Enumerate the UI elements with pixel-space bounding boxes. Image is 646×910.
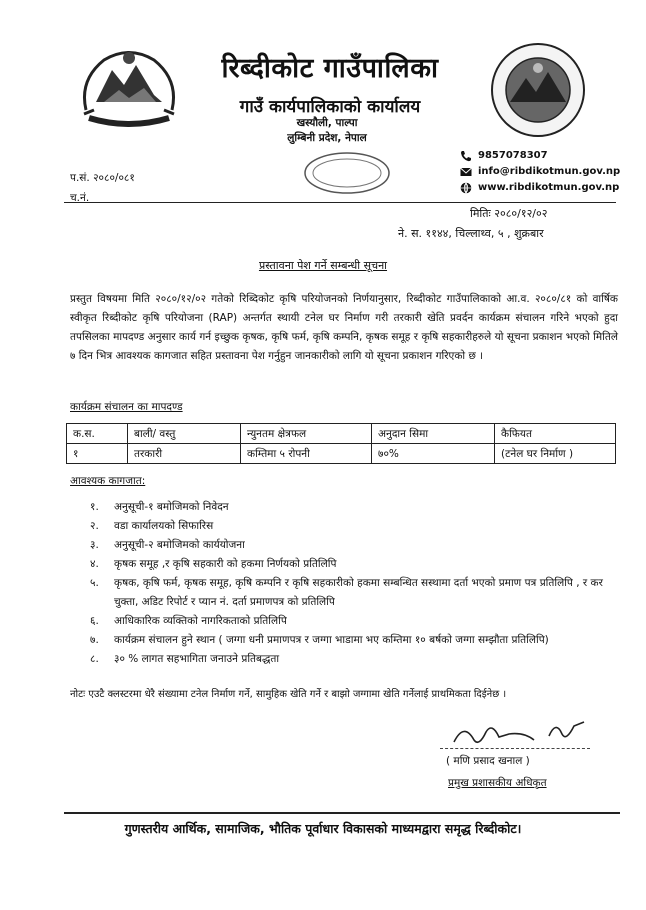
footer-divider [64,812,620,814]
item-number: ५. [90,577,99,589]
municipality-seal-logo [490,42,586,138]
item-text: कार्यक्रम संचालन हुने स्थान ( जग्गा धनी प्रमाणपत्र र जग्गा भाडामा भए कम्तिमा १० बर्षको जग्गा सम्झौता प्रतिलिपि) [114,634,549,646]
signatory-name: ( मणि प्रसाद खनाल ) [446,755,530,767]
item-text: आधिकारिक व्यक्तिको नागरिकताको प्रतिलिपि [114,615,287,627]
phone-number: 9857078307 [478,150,548,161]
chalani-number: च.नं. [70,192,90,204]
table-row [67,444,616,464]
cell-sn: १ [67,444,128,464]
item-text: कृषक, कृषि फर्म, कृषक समूह, कृषि कम्पनि र कृषि सहकारीको हकमा सम्बन्धित सस्थामा दर्ता भएको प्रमाण पत्र प्रतिलिपि , र कर चुक्ता, अडिट रिपोर्ट र प्यान नं. दर्ता प्रमाणपत्र को प्रतिलिपि [114,577,603,608]
list-item [90,650,610,669]
header-divider [64,202,616,203]
list-item [90,536,610,555]
municipality-title: रिब्दीकोट गाउँपालिका [221,53,439,84]
notice-body: प्रस्तुत विषयमा मिति २०८०/१२/०२ गतेको रिब्दिकोट कृषि परियोजनको निर्णयानुसार, रिब्दीकोट गाउँपालिकाको आ.व. २०८०/८१ को वार्षिक स्वीकृत रिब्दीकोट कृषि परियोजना (RAP) अन्तर्गत स्थायी टनेल घर निर्माण गरी तरकारी खेति प्रवर्दन कार्यक्रम संचालन गरिने भएको हुदा तपसिलका मापदण्ड अनुसार कार्य गर्न इच्छुक कृषक, कृषि फर्म, कृषि कम्पनि, कृषक समूह र कृषि सहकारीहरुले यो सूचना प्रकाशन भएको मितिले ७ दिन भित्र आवश्यक कागजात सहित प्रस्तावना पेश गर्नुहुन जानकारीको लागि यो सूचना प्रकाशन गरिएको छ । [70,293,618,362]
signature-line [440,748,590,749]
criteria-table [66,423,616,464]
item-number: ६. [90,615,99,627]
footer-slogan: गुणस्तरीय आर्थिक, सामाजिक, भौतिक पूर्वाधार विकासको माध्यमद्वारा समृद्ध रिब्दीकोट। [124,821,522,836]
col-sn: क.स. [67,424,128,444]
list-item [90,574,610,612]
item-text: ३० % लागत सहभागिता जनाउने प्रतिबद्धता [114,653,280,665]
date-bs: मितिः २०८०/१२/०२ [470,207,548,220]
list-item [90,612,610,631]
item-number: २. [90,520,99,532]
date-nepal-sambat: ने. स. ११४४, चिल्लाथ्व, ५ , शुक्रबार [398,227,544,240]
email-address[interactable]: info@ribdikotmun.gov.np [478,166,621,177]
phone-icon [460,150,472,162]
item-text: वडा कार्यालयको सिफारिस [114,520,214,532]
col-min-area: न्युनतम क्षेत्रफल [241,424,372,444]
cell-subsidy: ७०% [372,444,495,464]
notice-title: प्रस्तावना पेश गर्ने सम्बन्धी सूचना [258,259,388,272]
item-number: ८. [90,653,99,665]
contact-info [460,148,640,196]
criteria-heading: कार्यक्रम संचालन का मापदण्ड [70,401,183,413]
office-subtitle: गाउँ कार्यपालिकाको कार्यालय [239,97,421,117]
email-icon [460,166,472,178]
col-crop: बाली/ वस्तु [128,424,241,444]
item-number: ७. [90,634,99,646]
office-address [262,116,392,146]
col-subsidy: अनुदान सिमा [372,424,495,444]
list-item [90,631,610,650]
office-stamp [302,150,392,196]
item-text: कृषक समूह ,र कृषि सहकारी को हकमा निर्णयको प्रतिलिपि [114,558,337,570]
documents-heading: आवश्यक कागजात: [70,475,146,487]
contact-website [460,180,640,196]
list-item [90,517,610,536]
address-line-1: खस्यौली, पाल्पा [296,117,358,129]
nepal-emblem-logo [74,40,184,140]
col-remarks: कैफियत [495,424,616,444]
contact-phone [460,148,640,164]
cell-crop: तरकारी [128,444,241,464]
item-number: ३. [90,539,99,551]
address-line-2: लुम्बिनी प्रदेश, नेपाल [287,132,367,144]
list-item [90,498,610,517]
item-number: १. [90,501,99,513]
documents-list [90,498,610,669]
patra-sankhya: प.सं. २०८०/०८१ [70,172,135,184]
item-text: अनुसूची-१ बमोजिमको निवेदन [114,501,229,513]
item-text: अनुसूची-२ बमोजिमको कार्ययोजना [114,539,245,551]
cell-min-area: कम्तिमा ५ रोपनी [241,444,372,464]
cell-remarks: (टनेल घर निर्माण ) [495,444,616,464]
item-number: ४. [90,558,99,570]
table-header-row [67,424,616,444]
signatory-title: प्रमुख प्रशासकीय अधिकृत [448,777,547,789]
priority-note: नोटः एउटै क्लस्टरमा धेरै संख्यामा टनेल निर्माण गर्ने, सामुहिक खेति गर्ने र बाझो जग्गामा खेति गर्नेलाई प्राथमिकता दिईनेछ । [70,689,507,700]
website-url[interactable]: www.ribdikotmun.gov.np [478,182,620,193]
list-item [90,555,610,574]
handwritten-signature [444,712,594,752]
contact-email [460,164,640,180]
globe-icon [460,182,472,194]
